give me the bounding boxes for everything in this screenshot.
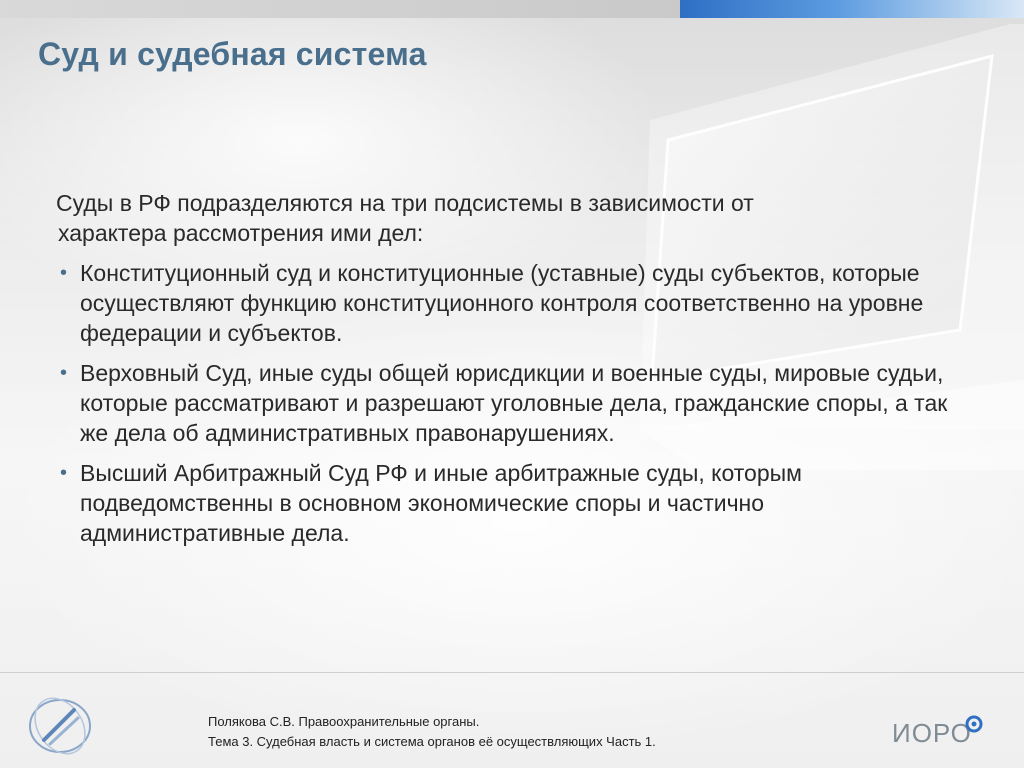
bullet-item	[52, 458, 952, 548]
footer-divider	[0, 672, 1024, 673]
bullet-text: Верховный Суд, иные суды общей юрисдикции и военные суды, мировые судьи, которые рассматривают и разрешают уголовные дела, гражданские споры, а так же дела об административных правонарушениях.	[80, 360, 948, 446]
bullet-dot-icon: •	[60, 462, 68, 484]
bullet-dot-icon: •	[60, 362, 68, 384]
intro-line-2: характера рассмотрения ими дел:	[58, 220, 424, 246]
bullet-item	[52, 258, 952, 348]
bullet-list	[52, 258, 952, 548]
slide-content	[52, 188, 952, 558]
footer	[208, 712, 656, 752]
bullet-dot-icon: •	[60, 262, 68, 284]
footer-topic-line: Тема 3. Судебная власть и система органов её осуществляющих Часть 1.	[208, 734, 656, 749]
bullet-item	[52, 358, 952, 448]
slide-title: Суд и судебная система	[38, 36, 427, 72]
ioro-logo	[890, 712, 984, 752]
bullet-text: Конституционный суд и конституционные (уставные) суды субъектов, которые осуществляют функцию конституционного контроля соответственно на уровне федерации и субъектов.	[80, 260, 924, 346]
intro-line-1: Суды в РФ подразделяются на три подсистемы в зависимости от	[56, 190, 754, 216]
internet-university-logo	[22, 690, 98, 760]
ioro-logo-text: ИОРО	[892, 718, 972, 748]
intro-text	[52, 188, 952, 248]
bullet-text: Высший Арбитражный Суд РФ и иные арбитражные суды, которым подведомственны в основном экономические споры и частично административные дела.	[80, 460, 802, 546]
footer-author-line: Полякова С.В. Правоохранительные органы.	[208, 714, 480, 729]
